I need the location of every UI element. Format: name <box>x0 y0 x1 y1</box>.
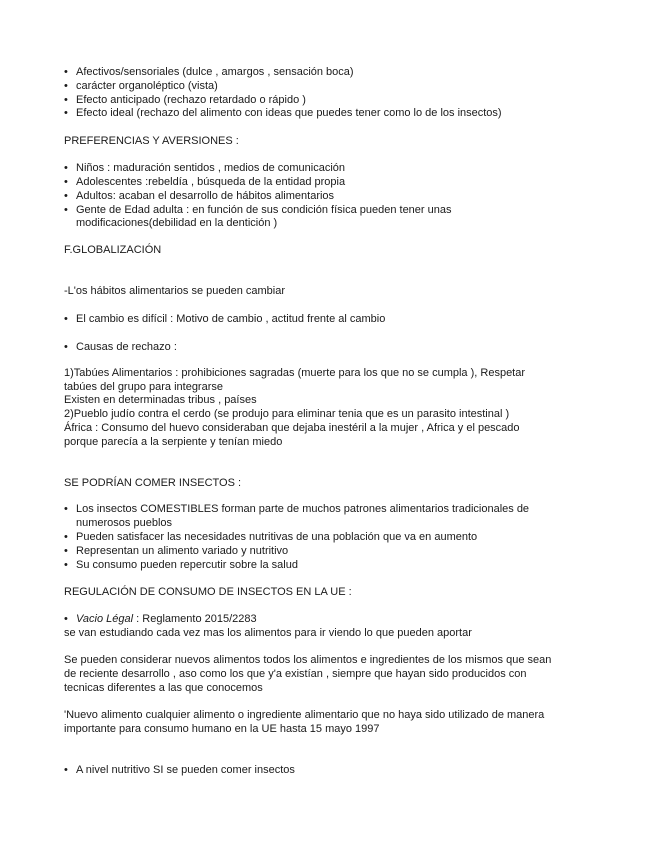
paragraph-line: se van estudiando cada vez mas los alimentos para ir viendo lo que pueden aportar <box>64 627 472 639</box>
paragraph-line: 1)Tabúes Alimentarios : prohibiciones sagradas (muerte para los que no se cumpla ), Respetar <box>64 367 526 379</box>
list-item: • A nivel nutritivo SI se pueden comer insectos <box>64 764 295 776</box>
list-item: • Su consumo pueden repercutir sobre la salud <box>64 559 298 571</box>
habitos-line: -L'os hábitos alimentarios se pueden cambiar <box>64 285 285 297</box>
paragraph-line: 2)Pueblo judío contra el cerdo (se produjo para eliminar tenia que es un parasito intestinal ) <box>64 408 510 420</box>
paragraph-line: porque parecía a la serpiente y tenían miedo <box>64 436 283 448</box>
list-item: • Afectivos/sensoriales (dulce , amargos , sensación boca) <box>64 66 354 78</box>
paragraph-line: 'Nuevo alimento cualquier alimento o ingrediente alimentario que no haya sido utilizado de manera <box>64 709 545 721</box>
paragraph-line: Se pueden considerar nuevos alimentos todos los alimentos e ingredientes de los mismos que sean <box>64 654 552 666</box>
list-item: • Pueden satisfacer las necesidades nutritivas de una población que va en aumento <box>64 531 478 543</box>
paragraph-line: tabúes del grupo para integrarse <box>64 381 223 393</box>
preferencias-heading: PREFERENCIAS Y AVERSIONES : <box>64 135 239 147</box>
list-item: • Efecto anticipado (rechazo retardado o rápido ) <box>64 94 306 106</box>
vacio-legal-term: Vacio Légal <box>76 613 134 625</box>
list-item: • Vacio Légal : Reglamento 2015/2283 <box>64 613 257 625</box>
list-item: • Representan un alimento variado y nutritivo <box>64 545 289 557</box>
paragraph-line: de reciente desarrollo , aso como los que y'a existían , siempre que hayan sido producidos con <box>64 668 527 680</box>
list-item: • Efecto ideal (rechazo del alimento con ideas que puedes tener como lo de los insectos) <box>64 107 502 119</box>
list-item: • carácter organoléptico (vista) <box>64 80 218 92</box>
list-item: • Gente de Edad adulta : en función de sus condición física pueden tener unas <box>64 204 452 216</box>
list-item: • El cambio es difícil : Motivo de cambio , actitud frente al cambio <box>64 313 386 325</box>
list-item: • Niños : maduración sentidos , medios de comunicación <box>64 162 346 174</box>
list-item-continuation: numerosos pueblos <box>76 517 173 529</box>
list-item: • Adultos: acaban el desarrollo de hábitos alimentarios <box>64 190 335 202</box>
insectos-heading: SE PODRÍAN COMER INSECTOS : <box>64 477 242 489</box>
list-item: • Los insectos COMESTIBLES forman parte de muchos patrones alimentarios tradicionales de <box>64 503 530 515</box>
list-item-continuation: modificaciones(debilidad en la dentición ) <box>76 217 278 229</box>
list-item: • Adolescentes :rebeldía , búsqueda de la entidad propia <box>64 176 346 188</box>
paragraph-line: importante para consumo humano en la UE hasta 15 mayo 1997 <box>64 723 380 735</box>
regulacion-heading: REGULACIÓN DE CONSUMO DE INSECTOS EN LA UE : <box>64 586 352 598</box>
paragraph-line: tecnicas diferentes a las que conocemos <box>64 682 263 694</box>
paragraph-line: África : Consumo del huevo consideraban que dejaba inestéril a la mujer , Africa y el pescado <box>64 422 520 434</box>
list-item: • Causas de rechazo : <box>64 341 177 353</box>
paragraph-line: Existen en determinadas tribus , países <box>64 394 257 406</box>
globalizacion-heading: F.GLOBALIZACIÓN <box>64 244 162 256</box>
